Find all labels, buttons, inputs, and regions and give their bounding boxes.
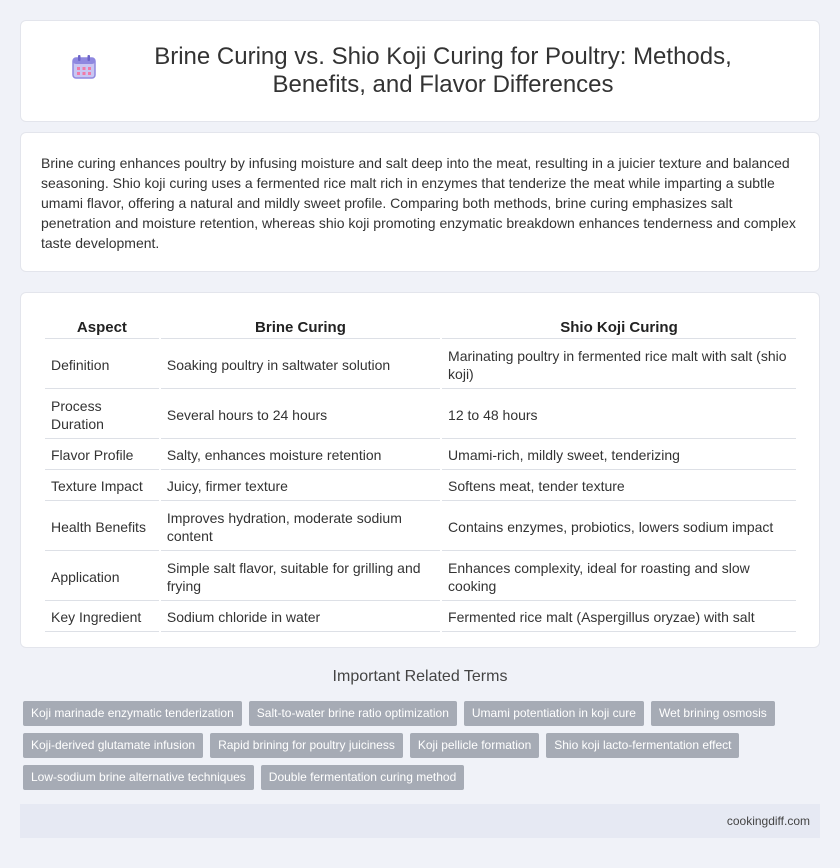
page-title: Brine Curing vs. Shio Koji Curing for Poultry: Methods, Benefits, and Flavor Differences [154,43,732,98]
row-brine: Improves hydration, moderate sodium content [161,503,440,551]
footer-site-link[interactable]: cookingdiff.com [726,814,810,828]
table-row [45,391,796,439]
header-card [20,20,820,122]
row-aspect: Flavor Profile [45,441,159,470]
row-shio-koji: Softens meat, tender texture [442,472,796,501]
row-shio-koji: Umami-rich, mildly sweet, tenderizing [442,441,796,470]
row-shio-koji: Marinating poultry in fermented rice malt with salt (shio koji) [442,341,796,389]
row-brine: Simple salt flavor, suitable for grilling and frying [161,553,440,601]
related-term-tag[interactable]: Koji pellicle formation [410,733,539,758]
row-aspect: Application [45,553,159,601]
related-term-tag[interactable]: Koji marinade enzymatic tenderization [23,701,242,726]
header-aspect: Aspect [45,313,159,339]
comparison-table [43,311,798,634]
table-row [45,503,796,551]
table-row [45,341,796,389]
related-term-tag[interactable]: Salt-to-water brine ratio optimization [249,701,457,726]
table-row [45,553,796,601]
related-terms-title: Important Related Terms [332,668,508,685]
intro-card [20,132,820,272]
comparison-table-card [20,292,820,648]
row-shio-koji: Contains enzymes, probiotics, lowers sodium impact [442,503,796,551]
row-shio-koji: Enhances complexity, ideal for roasting and slow cooking [442,553,796,601]
calendar-icon [70,53,98,81]
related-term-tag[interactable]: Rapid brining for poultry juiciness [210,733,403,758]
table-row [45,441,796,470]
related-term-tag[interactable]: Low-sodium brine alternative techniques [23,765,254,790]
row-aspect: Definition [45,341,159,389]
related-term-tag[interactable]: Shio koji lacto-fermentation effect [546,733,739,758]
row-shio-koji: Fermented rice malt (Aspergillus oryzae) with salt [442,603,796,632]
header-brine-curing: Brine Curing [161,313,440,339]
table-row [45,472,796,501]
row-brine: Several hours to 24 hours [161,391,440,439]
footer [20,804,820,838]
row-shio-koji: 12 to 48 hours [442,391,796,439]
related-term-tag[interactable]: Koji-derived glutamate infusion [23,733,203,758]
row-brine: Soaking poultry in saltwater solution [161,341,440,389]
table-header-row [45,313,796,339]
row-aspect: Process Duration [45,391,159,439]
row-brine: Juicy, firmer texture [161,472,440,501]
row-brine: Sodium chloride in water [161,603,440,632]
intro-text: Brine curing enhances poultry by infusing moisture and salt deep into the meat, resulting in a juicier texture and balanced seasoning. Shio koji curing uses a fermented rice malt rich in enzymes that tenderize the meat while imparting a subtle umami flavor, offering a natural and mildly sweet profile. Comparing both methods, brine curing emphasizes salt penetration and moisture retention, whereas shio koji promoting enzymatic breakdown enhances tenderness and complex taste development. [41,155,796,251]
header-shio-koji-curing: Shio Koji Curing [442,313,796,339]
related-term-tag[interactable]: Wet brining osmosis [651,701,775,726]
related-term-tag[interactable]: Umami potentiation in koji cure [464,701,644,726]
row-aspect: Key Ingredient [45,603,159,632]
related-terms-list [23,701,813,797]
table-row [45,603,796,632]
row-aspect: Health Benefits [45,503,159,551]
row-brine: Salty, enhances moisture retention [161,441,440,470]
related-term-tag[interactable]: Double fermentation curing method [261,765,464,790]
row-aspect: Texture Impact [45,472,159,501]
